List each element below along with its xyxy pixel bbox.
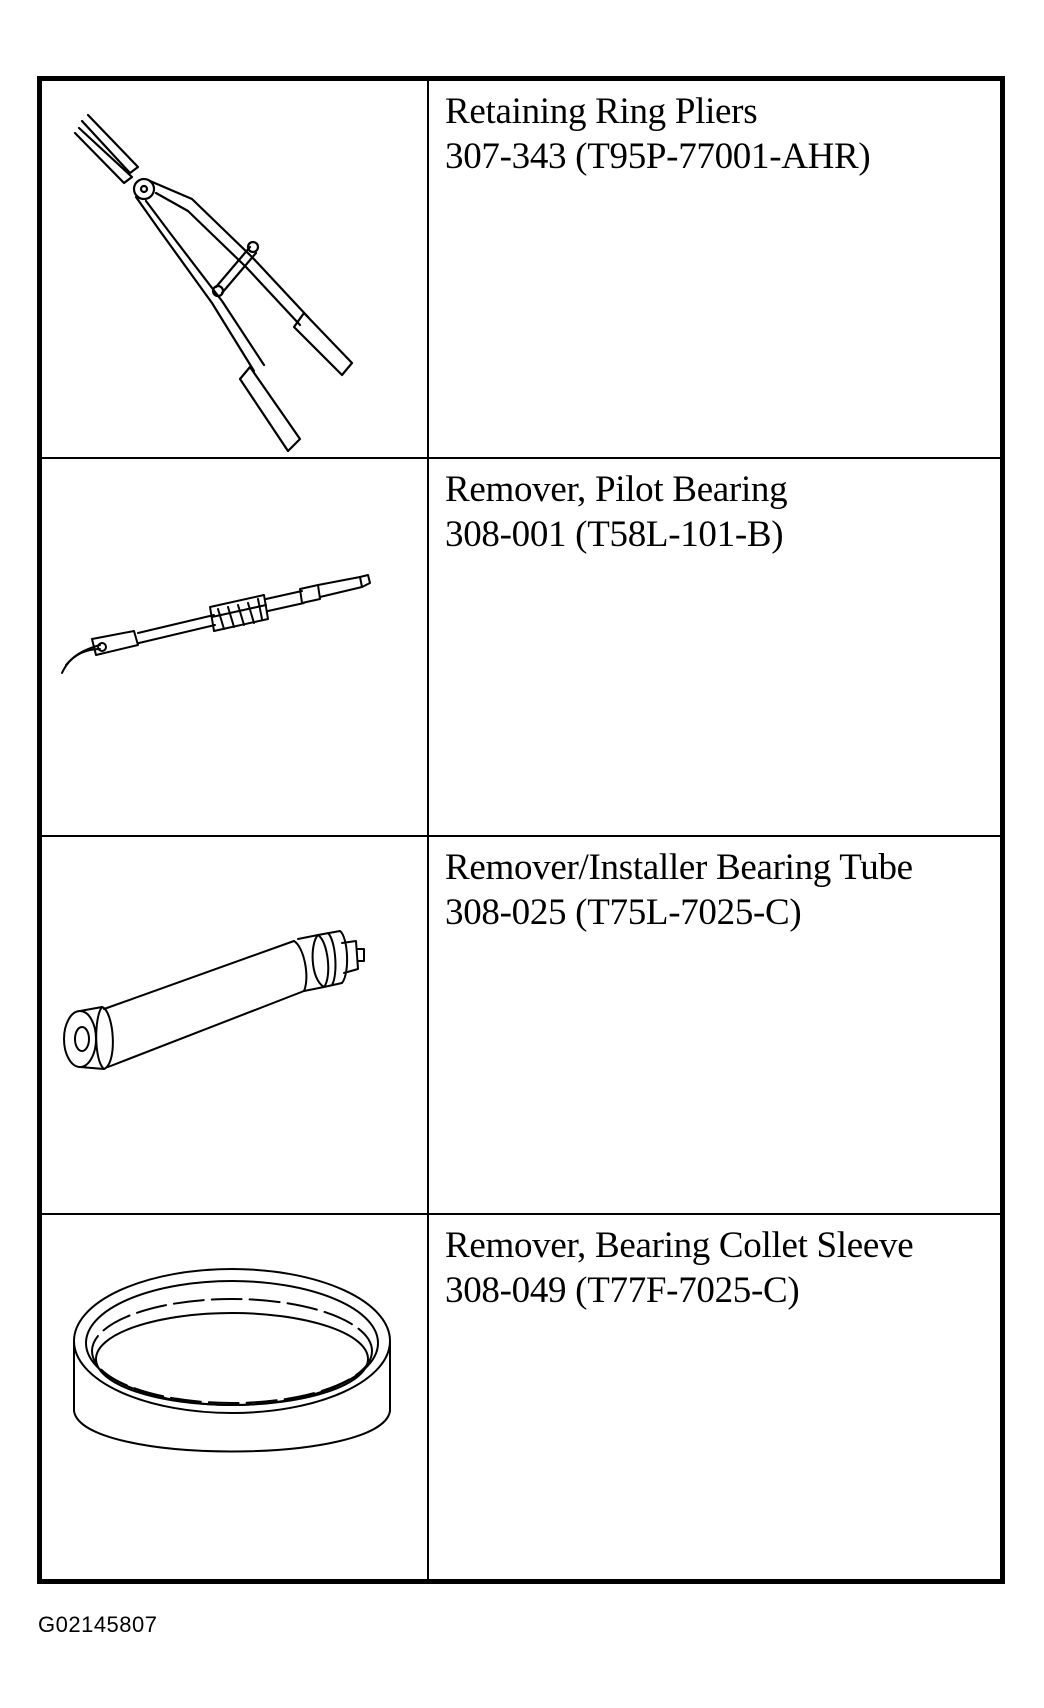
tool-part-number: 308-049 (T77F-7025-C) bbox=[445, 1270, 800, 1312]
figure-id-label: G02145807 bbox=[38, 1612, 158, 1637]
tool-description-cell bbox=[429, 1215, 1000, 1579]
tool-description-cell bbox=[429, 81, 1000, 459]
tool-name: Retaining Ring Pliers bbox=[445, 91, 758, 132]
tool-description-cell bbox=[429, 837, 1000, 1215]
tool-name: Remover, Pilot Bearing bbox=[445, 469, 788, 510]
tool-name: Remover/Installer Bearing Tube bbox=[445, 847, 913, 888]
tool-illustration-cell bbox=[42, 459, 429, 837]
special-tools-table bbox=[37, 76, 1005, 1584]
tool-illustration-cell bbox=[42, 81, 429, 459]
tool-part-number: 308-025 (T75L-7025-C) bbox=[445, 892, 802, 934]
tool-illustration-cell bbox=[42, 1215, 429, 1579]
retaining-ring-pliers-illustration bbox=[42, 81, 427, 457]
pilot-bearing-remover-illustration bbox=[42, 459, 427, 835]
bearing-tube-illustration bbox=[42, 837, 427, 1213]
tool-name: Remover, Bearing Collet Sleeve bbox=[445, 1225, 914, 1266]
tool-illustration-cell bbox=[42, 837, 429, 1215]
tool-part-number: 308-001 (T58L-101-B) bbox=[445, 514, 784, 556]
collet-sleeve-illustration bbox=[42, 1215, 427, 1591]
tool-description-cell bbox=[429, 459, 1000, 837]
tool-part-number: 307-343 (T95P-77001-AHR) bbox=[445, 136, 871, 178]
